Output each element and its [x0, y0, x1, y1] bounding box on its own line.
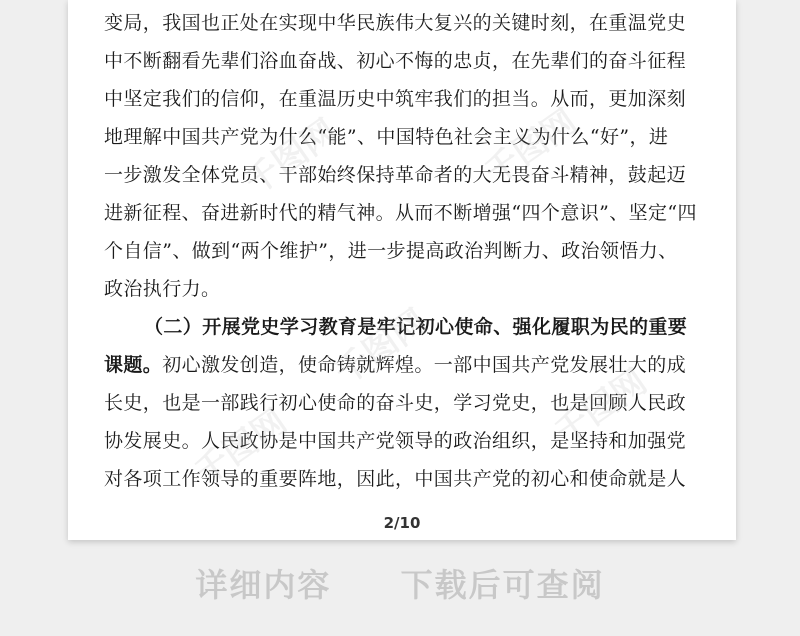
watermark: 千图网	[477, 101, 585, 194]
watermark: 千图网	[237, 111, 345, 204]
download-banner	[0, 560, 800, 610]
text-line: 一步激发全体党员、干部始终保持革命者的大无畏奋斗精神，鼓起迈	[104, 164, 687, 186]
text-line: 地理解中国共产党为什么“能”、中国特色社会主义为什么“好”，进	[104, 126, 669, 148]
text-line: 长史，也是一部践行初心使命的奋斗史，学习党史，也是回顾人民政	[104, 392, 687, 414]
banner-left-text: 详细内容	[195, 566, 332, 604]
page-number: 2/10	[383, 514, 421, 532]
text-line: 协发展史。人民政协是中国共产党领导的政治组织，是坚持和加强党	[104, 430, 687, 452]
text-line: 进新征程、奋进新时代的精气神。从而不断增强“四个意识”、坚定“四	[104, 202, 697, 224]
banner-right-text: 下载后可查阅	[400, 566, 605, 604]
section-heading: （二）开展党史学习教育是牢记初心使命、强化履职为民的重要	[144, 316, 688, 338]
document-page	[68, 0, 736, 540]
text-line: 政治执行力。	[104, 278, 221, 300]
text-line: 中坚定我们的信仰，在重温历史中筑牢我们的担当。从而，更加深刻	[104, 88, 687, 110]
paragraph-start: 初心激发创造，使命铸就辉煌。一部中国共产党发展壮大的成	[162, 354, 687, 376]
text-line: 个自信”、做到“两个维护”，进一步提高政治判断力、政治领悟力、	[104, 240, 678, 262]
document-body	[104, 4, 700, 498]
text-line	[104, 346, 700, 384]
section-heading-end: 课题。	[104, 354, 163, 376]
text-line: 中不断翻看先辈们浴血奋战、初心不悔的忠贞，在先辈们的奋斗征程	[104, 50, 687, 72]
text-line: 对各项工作领导的重要阵地，因此，中国共产党的初心和使命就是人	[104, 468, 687, 490]
text-line: 变局，我国也正处在实现中华民族伟大复兴的关键时刻，在重温党史	[104, 12, 687, 34]
watermark: 千图网	[547, 361, 655, 454]
watermark: 千图网	[187, 401, 295, 494]
watermark: 千图网	[327, 301, 435, 394]
